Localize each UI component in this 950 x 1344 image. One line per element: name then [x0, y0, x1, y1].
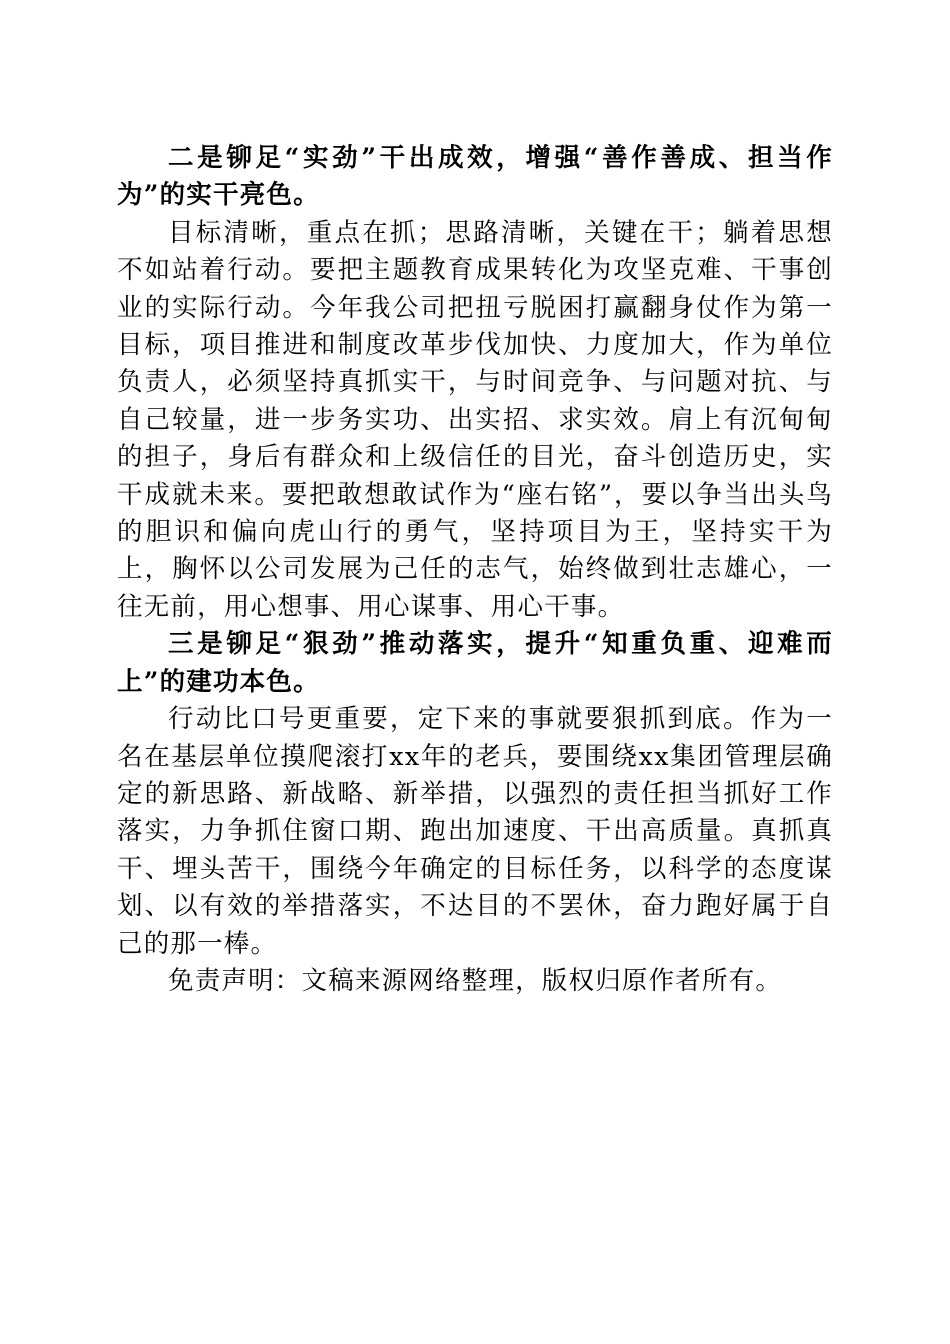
body-paragraph-2: 目标清晰，重点在抓；思路清晰，关键在干；躺着思想不如站着行动。要把主题教育成果转化为攻坚克难、干事创业的实际行动。今年我公司把扭亏脱困打赢翻身仗作为第一目标，项目推进和制度改革步伐加快、力度加大，作为单位负责人，必须坚持真抓实干，与时间竞争、与问题对抗、与自己较量，进一步务实功、出实招、求实效。肩上有沉甸甸的担子，身后有群众和上级信任的目光，奋斗创造历史，实干成就未来。要把敢想敢试作为“座右铭”，要以争当出头鸟的胆识和偏向虎山行的勇气，坚持项目为王，坚持实干为上，胸怀以公司发展为己任的志气，始终做到壮志雄心，一往无前，用心想事、用心谋事、用心干事。: [117, 217, 833, 622]
disclaimer-paragraph: 免责声明：文稿来源网络整理，版权归原作者所有。: [168, 965, 783, 996]
document-body: [117, 140, 833, 1000]
section-heading-2: 二是铆足“实劲”干出成效，增强“善作善成、担当作为”的实干亮色。: [117, 143, 833, 211]
body-paragraph-3: 行动比口号更重要，定下来的事就要狠抓到底。作为一名在基层单位摸爬滚打xx年的老兵，要围绕xx集团管理层确定的新思路、新战略、新举措，以强烈的责任担当抓好工作落实，力争抓住窗口期、跑出加速度、干出高质量。真抓真干、埋头苦干，围绕今年确定的目标任务，以科学的态度谋划、以有效的举措落实，不达目的不罢休，奋力跑好属于自己的那一棒。: [117, 704, 833, 959]
section-heading-3: 三是铆足“狠劲”推动落实，提升“知重负重、迎难而上”的建功本色。: [117, 629, 833, 697]
